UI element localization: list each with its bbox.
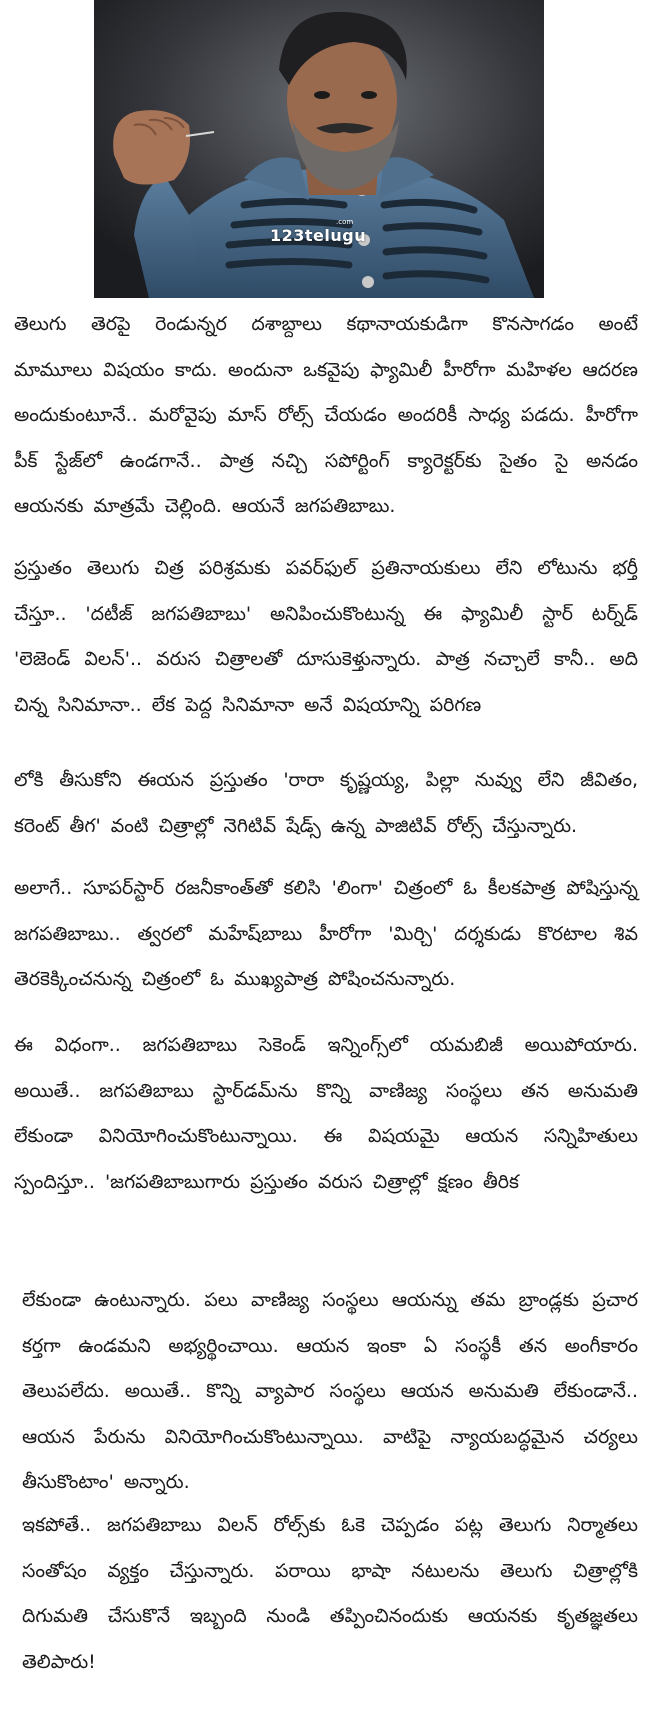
paragraph-3: లోకి తీసుకోని ఈయన ప్రస్తుతం 'రారా కృష్ణయ్య, పిల్లా నువ్వు లేని జీవితం, కరెంట్ తీగ' వంటి చిత్రాల్లో నెగిటివ్ షేడ్స్ ఉన్న పాజిటివ్ రోల్స్ చేస్తున్నారు. <box>14 769 638 837</box>
paragraph-6: లేకుండా ఉంటున్నారు. పలు వాణిజ్య సంస్థలు ఆయన్ను తమ బ్రాండ్లకు ప్రచార కర్తగా ఉండమని అభ్యర్థించాయి. ఆయన ఇంకా ఏ సంస్థకీ తన అంగీకారం తెలుపలేదు. అయితే.. కొన్ని వ్యాపార సంస్థలు ఆయన అనుమతి లేకుండానే.. ఆయన పేరును వినియోగించుకొంటున్నాయి. వాటిపై న్యాయబద్ధమైన చర్యలు తీసుకొంటాం' అన్నారు. <box>22 1289 638 1493</box>
paragraph-2: ప్రస్తుతం తెలుగు చిత్ర పరిశ్రమకు పవర్‌ఫుల్ ప్రతినాయకులు లేని లోటును భర్తీ చేస్తూ.. 'దటీజ్ జగపతిబాబు' అనిపించుకొంటున్న ఈ ఫ్యామిలీ స్టార్ టర్న్‌డ్ 'లెజెండ్ విలన్'.. వరుస చిత్రాలతో దూసుకెళ్తున్నారు. పాత్ర నచ్చాలే కానీ.. అది చిన్న సినిమానా.. లేక పెద్ద సినిమానా అనే విషయాన్ని పరిగణ <box>14 557 638 716</box>
paragraph-5: ఈ విధంగా.. జగపతిబాబు సెకెండ్ ఇన్నింగ్స్‌లో యమబిజీ అయిపోయారు. అయితే.. జగపతిబాబు స్టార్‌డమ్‌ను కొన్ని వాణిజ్య సంస్థలు తన అనుమతి లేకుండా వినియోగించుకొంటున్నాయి. ఈ విషయమై ఆయన సన్నిహితులు స్పందిస్తూ.. 'జగపతిబాబుగారు ప్రస్తుతం వరుస చిత్రాల్లో క్షణం తీరిక <box>14 1034 638 1193</box>
paragraph-7: ఇకపోతే.. జగపతిబాబు విలన్ రోల్స్‌కు ఓకె చెప్పడం పట్ల తెలుగు నిర్మాతలు సంతోషం వ్యక్తం చేస్తున్నారు. పరాయి భాషా నటులను తెలుగు చిత్రాల్లోకి దిగుమతి చేసుకొనే ఇబ్బంది నుండి తప్పించినందుకు ఆయనకు కృతజ్ఞతలు తెలిపారు! <box>22 1514 638 1673</box>
watermark-logo: 123telugu <box>270 226 367 245</box>
watermark-domain: .com <box>336 218 354 226</box>
paragraph-4: అలాగే.. సూపర్‌స్టార్ రజనీకాంత్‌తో కలిసి 'లింగా' చిత్రంలో ఓ కీలకపాత్ర పోషిస్తున్న జగపతిబాబు.. త్వరలో మహేష్‌బాబు హీరోగా 'మిర్చి' దర్శకుడు కొరటాల శివ తెరకెక్కించనున్న చిత్రంలో ఓ ముఖ్యపాత్ర పోషించనున్నారు. <box>14 877 638 990</box>
hero-photo <box>94 0 544 298</box>
actor-portrait-illustration <box>94 0 544 298</box>
paragraph-1: తెలుగు తెరపై రెండున్నర దశాబ్దాలు కథానాయకుడిగా కొనసాగడం అంటే మామూలు విషయం కాదు. అందునా ఒకవైపు ఫ్యామిలీ హీరోగా మహిళల ఆదరణ అందుకుంటూనే.. మరోవైపు మాస్ రోల్స్ చేయడం అందరికీ సాధ్య పడదు. హీరోగా పీక్ స్టేజ్‌లో ఉండగానే.. పాత్ర నచ్చి సపోర్టింగ్ క్యారెక్టర్‌కు సైతం సై అనడం ఆయనకు మాత్రమే చెల్లింది. ఆయనే జగపతిబాబు. <box>14 313 638 517</box>
